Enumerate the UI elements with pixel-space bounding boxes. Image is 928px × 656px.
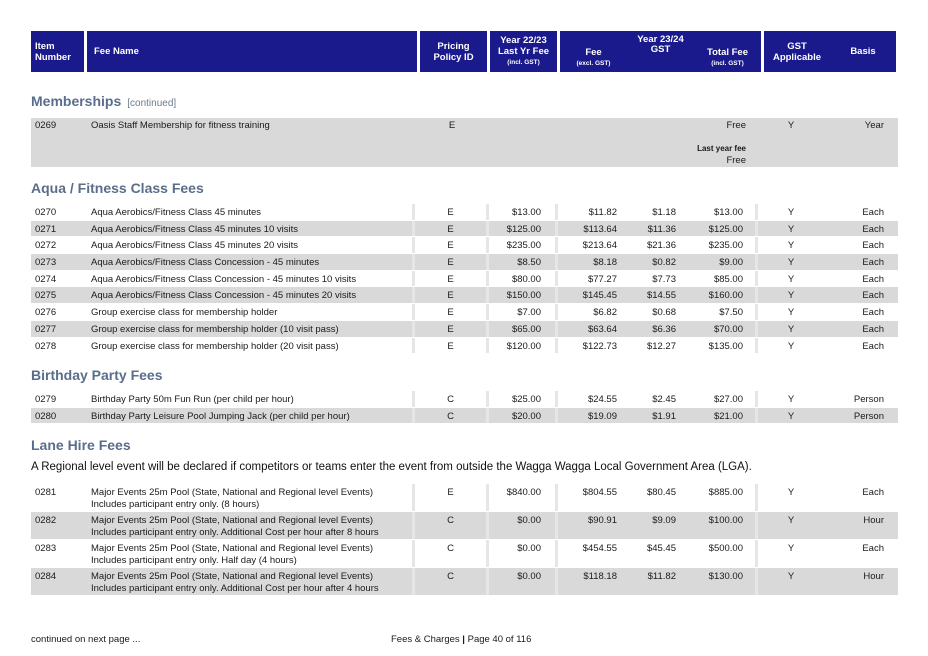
continued-footer: continued on next page ...	[31, 634, 141, 645]
cell-name-line2: Includes participant entry only. (8 hours)	[91, 499, 260, 510]
header-fee-name	[87, 31, 417, 72]
cell-basis: Each	[862, 223, 884, 235]
header-pricing-policy	[420, 31, 487, 72]
cell-name	[87, 484, 415, 511]
total-value: Free	[726, 120, 746, 131]
cell-prev: $150.00	[489, 287, 558, 303]
cell-policy: E	[448, 120, 456, 131]
cell-total: $160.00	[688, 287, 758, 303]
cell-total: $500.00	[688, 540, 758, 567]
header-text: Last Yr Fee	[497, 46, 550, 57]
cell-basis: Each	[862, 290, 884, 302]
header-year-current	[560, 31, 761, 72]
cell-gst: $0.82	[652, 257, 676, 269]
section-heading-lane-hire	[31, 437, 131, 453]
header-gst	[627, 44, 694, 69]
cell-item: 0271	[35, 223, 57, 235]
cell-prev: $65.00	[489, 321, 558, 337]
last-year-value: Free	[726, 155, 746, 166]
cell-gst-applicable: Y	[787, 273, 795, 285]
header-total-fee	[694, 47, 761, 69]
table-row	[31, 408, 898, 425]
header-text: Pricing	[437, 40, 470, 52]
header-text: GST	[650, 44, 671, 55]
cell-item: 0278	[35, 340, 57, 352]
cell-policy: E	[415, 271, 489, 287]
cell-policy: E	[415, 321, 489, 337]
cell-prev: $120.00	[489, 338, 558, 354]
cell-gst: $80.45	[646, 487, 676, 498]
cell-name-line1: Major Events 25m Pool (State, National and Regional level Events)	[91, 543, 373, 554]
cell-basis: Person	[853, 410, 884, 422]
header-text: Fee Name	[94, 46, 139, 57]
cell-total: $130.00	[688, 568, 758, 595]
cell-item: 0281	[35, 487, 57, 498]
header-gst-applicable	[764, 41, 830, 63]
section-title: Birthday Party Fees	[31, 367, 163, 383]
cell-gst-applicable: Y	[787, 323, 795, 335]
cell-item: 0280	[35, 410, 57, 422]
cell-policy: C	[415, 512, 489, 539]
cell-item: 0274	[35, 273, 57, 285]
section-title: Aqua / Fitness Class Fees	[31, 180, 204, 196]
cell-name: Aqua Aerobics/Fitness Class Concession - 45 minutes	[87, 254, 415, 270]
cell-gst-applicable: Y	[787, 240, 795, 252]
cell-total: $9.00	[688, 254, 758, 270]
page-number: Page 40 of 116	[467, 634, 532, 645]
cell-item: 0272	[35, 240, 57, 252]
cell-gst-applicable: Y	[787, 307, 795, 319]
cell-policy: C	[415, 568, 489, 595]
cell-prev: $0.00	[489, 512, 558, 539]
header-fee	[560, 47, 627, 69]
header-text: Item	[35, 40, 55, 52]
cell-item: 0284	[35, 571, 57, 582]
header-text: Fee	[585, 47, 602, 58]
cell-policy: C	[415, 540, 489, 567]
cell-fee	[558, 118, 631, 167]
cell-gst-applicable: Y	[787, 515, 795, 526]
cell-name: Oasis Staff Membership for fitness training	[91, 120, 270, 131]
cell-gst-applicable: Y	[787, 340, 795, 352]
cell-total: $13.00	[688, 204, 758, 220]
cell-fee: $90.91	[587, 515, 617, 526]
cell-item: 0269	[35, 120, 57, 131]
cell-total: $135.00	[688, 338, 758, 354]
cell-prev: $8.50	[489, 254, 558, 270]
lane-hire-table	[31, 484, 898, 596]
cell-total: $85.00	[688, 271, 758, 287]
cell-name: Birthday Party 50m Fun Run (per child per hour)	[87, 391, 415, 407]
cell-item: 0279	[35, 394, 57, 405]
header-text: Basis	[850, 46, 876, 57]
cell-gst: $12.27	[646, 340, 676, 352]
cell-fee: $24.55	[587, 394, 617, 405]
cell-name: Aqua Aerobics/Fitness Class 45 minutes 20 visits	[87, 237, 415, 253]
cell-policy: C	[415, 408, 489, 424]
cell-basis: Each	[862, 340, 884, 352]
birthday-table	[31, 391, 898, 424]
cell-name	[87, 568, 415, 595]
cell-fee: $6.82	[593, 307, 617, 319]
header-text: Year 22/23	[500, 35, 547, 46]
cell-gst: $11.82	[647, 571, 676, 582]
aqua-table	[31, 204, 898, 354]
cell-item: 0282	[35, 515, 57, 526]
header-text: (excl. GST)	[576, 60, 611, 67]
cell-item: 0270	[35, 207, 57, 218]
cell-prev: $235.00	[489, 237, 558, 253]
header-text: (incl. GST)	[711, 60, 744, 67]
cell-policy: E	[415, 287, 489, 303]
cell-gst-applicable: Y	[787, 571, 795, 582]
cell-gst-applicable: Y	[787, 394, 795, 405]
cell-fee: $77.27	[587, 273, 617, 285]
cell-name: Aqua Aerobics/Fitness Class 45 minutes 10 visits	[87, 221, 415, 237]
cell-basis: Each	[862, 323, 884, 335]
section-title: Lane Hire Fees	[31, 437, 131, 453]
cell-total: $27.00	[688, 391, 758, 407]
cell-fee: $454.55	[582, 543, 617, 554]
cell-gst-applicable: Y	[787, 410, 795, 422]
cell-gst: $2.45	[652, 394, 676, 405]
header-text: (incl. GST)	[507, 59, 540, 66]
cell-policy: E	[415, 304, 489, 320]
page-footer	[391, 634, 531, 645]
cell-prev: $25.00	[489, 391, 558, 407]
header-text: GST	[787, 40, 807, 52]
cell-name-line2: Includes participant entry only. Half day (4 hours)	[91, 555, 297, 566]
section-heading-aqua	[31, 180, 204, 196]
cell-total	[688, 118, 758, 167]
cell-item: 0276	[35, 307, 57, 319]
cell-name-line2: Includes participant entry only. Additional Cost per hour after 8 hours	[91, 527, 379, 538]
cell-name: Aqua Aerobics/Fitness Class Concession - 45 minutes 10 visits	[87, 271, 415, 287]
cell-name	[87, 540, 415, 567]
cell-gst: $7.73	[652, 273, 676, 285]
cell-fee: $118.18	[583, 571, 617, 582]
footer-title: Fees & Charges	[391, 634, 460, 645]
cell-gst: $21.36	[646, 240, 676, 252]
cell-basis: Each	[862, 543, 884, 554]
table-header	[31, 31, 898, 72]
cell-name-line1: Major Events 25m Pool (State, National and Regional level Events)	[91, 515, 373, 526]
cell-gst: $6.36	[652, 323, 676, 335]
cell-basis: Each	[862, 307, 884, 319]
cell-gst: $1.91	[652, 410, 676, 422]
cell-gst-applicable: Y	[787, 543, 795, 554]
footer-separator: |	[462, 634, 465, 645]
cell-fee: $122.73	[582, 340, 617, 352]
table-row	[31, 338, 898, 355]
cell-gst	[631, 118, 688, 167]
cell-fee: $113.64	[583, 223, 617, 235]
cell-fee: $11.82	[588, 207, 617, 218]
cell-gst: $45.45	[646, 543, 676, 554]
table-row	[31, 484, 898, 512]
cell-prev: $7.00	[489, 304, 558, 320]
cell-gst-applicable: Y	[787, 290, 795, 302]
cell-gst: $0.68	[652, 307, 676, 319]
cell-fee: $213.64	[582, 240, 617, 252]
cell-total: $7.50	[688, 304, 758, 320]
cell-name: Group exercise class for membership holder (20 visit pass)	[87, 338, 415, 354]
cell-item: 0273	[35, 257, 57, 269]
cell-total: $100.00	[688, 512, 758, 539]
header-last-year-fee	[490, 31, 557, 72]
cell-policy: E	[415, 254, 489, 270]
header-text: Total Fee	[707, 47, 748, 58]
table-row	[31, 237, 898, 254]
cell-prev: $125.00	[489, 221, 558, 237]
cell-basis: Each	[862, 487, 884, 498]
cell-total: $70.00	[688, 321, 758, 337]
cell-basis: Year	[864, 120, 884, 131]
cell-fee: $145.45	[582, 290, 617, 302]
cell-prev: $20.00	[489, 408, 558, 424]
cell-name: Aqua Aerobics/Fitness Class 45 minutes	[87, 204, 415, 220]
cell-basis: Each	[862, 240, 884, 252]
cell-basis: Hour	[863, 515, 884, 526]
cell-name: Birthday Party Leisure Pool Jumping Jack (per child per hour)	[87, 408, 415, 424]
cell-policy: E	[415, 221, 489, 237]
cell-fee: $8.18	[593, 257, 617, 269]
cell-prev: $0.00	[489, 540, 558, 567]
header-text: Policy ID	[433, 51, 474, 63]
cell-prev: $13.00	[489, 204, 558, 220]
cell-gst: $9.09	[652, 515, 676, 526]
continued-label: [continued]	[127, 98, 177, 109]
section-title: Memberships	[31, 93, 122, 109]
last-year-label: Last year fee	[697, 144, 746, 153]
table-row	[31, 221, 898, 238]
cell-prev: $840.00	[489, 484, 558, 511]
cell-basis: Hour	[863, 571, 884, 582]
cell-name-line1: Major Events 25m Pool (State, National and Regional level Events)	[91, 571, 373, 582]
table-row	[31, 321, 898, 338]
header-gst-group	[764, 31, 896, 72]
cell-policy: E	[415, 338, 489, 354]
table-row	[31, 512, 898, 540]
table-row	[31, 304, 898, 321]
table-row	[31, 391, 898, 408]
table-row	[31, 204, 898, 221]
table-row	[31, 118, 898, 168]
cell-total: $125.00	[688, 221, 758, 237]
cell-fee: $804.55	[582, 487, 617, 498]
cell-gst: $1.18	[652, 207, 676, 218]
cell-prev: $80.00	[489, 271, 558, 287]
cell-prev	[489, 118, 558, 167]
cell-policy: E	[415, 204, 489, 220]
section-heading-birthday	[31, 367, 163, 383]
cell-item: 0283	[35, 543, 57, 554]
cell-item: 0275	[35, 290, 57, 302]
cell-policy: E	[415, 237, 489, 253]
cell-gst-applicable: Y	[787, 257, 795, 269]
cell-basis: Each	[862, 273, 884, 285]
cell-gst-applicable: Y	[787, 120, 795, 131]
table-row	[31, 568, 898, 596]
cell-total: $235.00	[688, 237, 758, 253]
cell-gst: $14.55	[646, 290, 676, 302]
cell-gst-applicable: Y	[787, 487, 795, 498]
header-basis	[830, 46, 896, 57]
table-row	[31, 254, 898, 271]
cell-name: Group exercise class for membership holder (10 visit pass)	[87, 321, 415, 337]
header-item-number	[31, 31, 84, 72]
cell-basis: Each	[862, 257, 884, 269]
cell-name-line1: Major Events 25m Pool (State, National and Regional level Events)	[91, 487, 373, 498]
cell-fee: $63.64	[587, 323, 617, 335]
cell-policy: C	[415, 391, 489, 407]
cell-gst-applicable: Y	[787, 207, 795, 218]
cell-name-line2: Includes participant entry only. Additional Cost per hour after 4 hours	[91, 583, 379, 594]
cell-name: Aqua Aerobics/Fitness Class Concession - 45 minutes 20 visits	[87, 287, 415, 303]
header-text: Year 23/24	[637, 34, 684, 45]
table-row	[31, 287, 898, 304]
cell-basis: Person	[853, 394, 884, 405]
cell-prev: $0.00	[489, 568, 558, 595]
lane-hire-note: A Regional level event will be declared if competitors or teams enter the event from outside the Wagga Wagga Local Government Area (LGA).	[31, 461, 752, 473]
cell-gst-applicable: Y	[787, 223, 795, 235]
memberships-table	[31, 118, 898, 168]
cell-gst: $11.36	[647, 223, 676, 235]
table-row	[31, 540, 898, 568]
cell-name	[87, 512, 415, 539]
cell-item: 0277	[35, 323, 57, 335]
cell-policy: E	[415, 484, 489, 511]
cell-total: $21.00	[688, 408, 758, 424]
section-heading-memberships	[31, 93, 176, 109]
cell-fee: $19.09	[587, 410, 617, 422]
header-text: Number	[35, 51, 71, 63]
table-row	[31, 271, 898, 288]
cell-total: $885.00	[688, 484, 758, 511]
cell-name: Group exercise class for membership holder	[87, 304, 415, 320]
cell-basis: Each	[862, 207, 884, 218]
header-text: Applicable	[772, 51, 822, 63]
